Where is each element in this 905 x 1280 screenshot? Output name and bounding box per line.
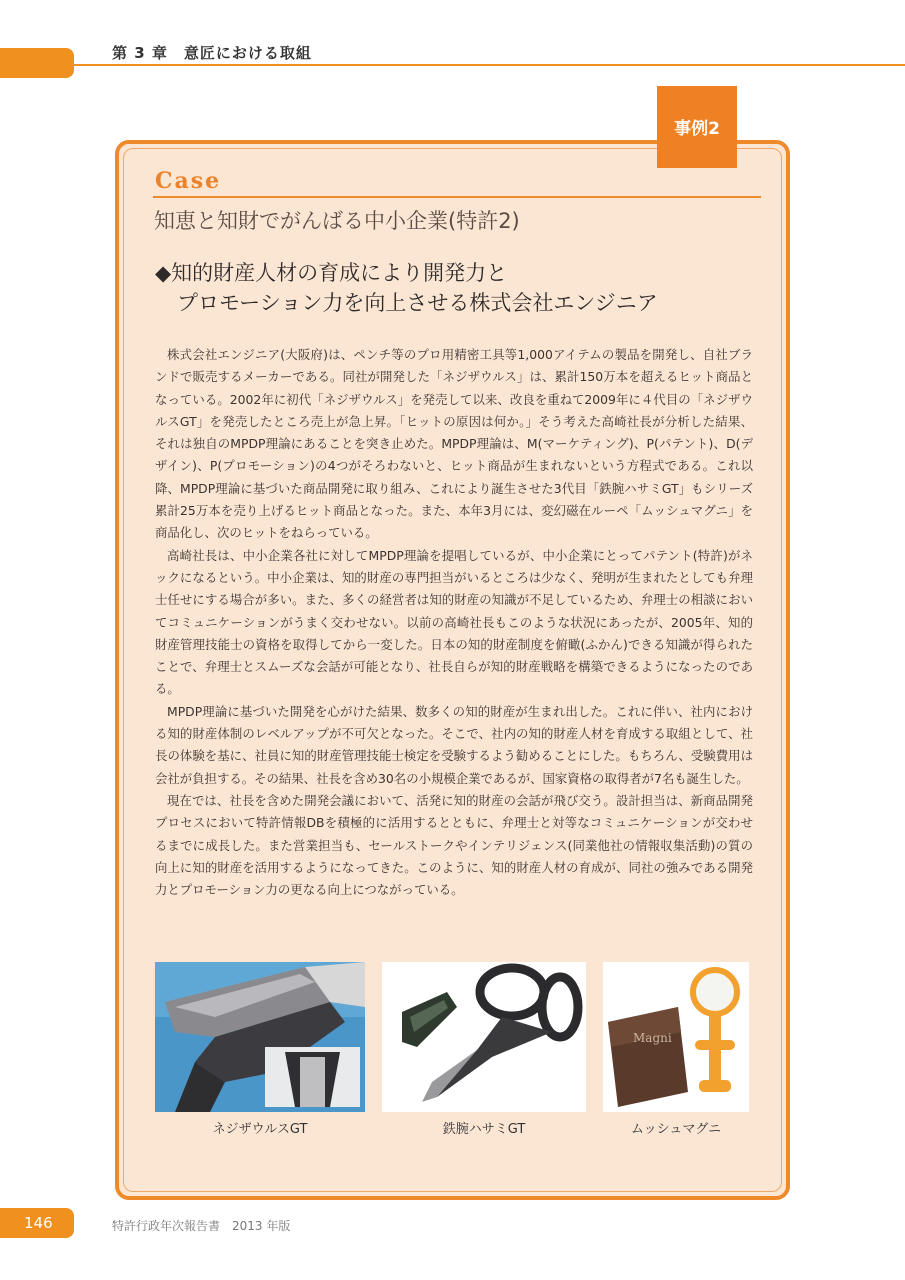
headline-line-1: ◆知的財産人材の育成により開発力と bbox=[155, 261, 508, 285]
case-subtitle: 知恵と知財でがんばる中小企業(特許2) bbox=[154, 209, 520, 233]
publication-title: 特許行政年次報告書 2013 年版 bbox=[112, 1219, 291, 1233]
pliers-photo bbox=[155, 962, 365, 1112]
photo-caption-magnifier: ムッシュマグニ bbox=[630, 1122, 722, 1137]
page-number: 146 bbox=[24, 1214, 53, 1232]
header-rule bbox=[74, 64, 905, 66]
body-paragraph-2: 高崎社長は、中小企業各社に対してMPDP理論を提唱しているが、中小企業にとってパテント(特許)がネックになるという。中小企業は、知的財産の専門担当がいるところは少なく、発明が生まれたとしても弁理士任せにする場合が多い。また、多くの経営者は知的財産の知識が不足しているため、弁理士の相談においてコミュニケーションがうまく交わせない。以前の高崎社長もこのような状況にあったが、2005年、知的財産管理技能士の資格を取得してから一変した。日本の知的財産制度を俯瞰(ふかん)できる知識が得られたことで、弁理士とスムーズな会話が可能となり、社長自らが知的財産戦略を構築できるようになったのである。 bbox=[155, 547, 753, 697]
example-tab: 事例2 bbox=[657, 86, 737, 168]
body-paragraph-1: 株式会社エンジニア(大阪府)は、ペンチ等のプロ用精密工具等1,000アイテムの製品を開発し、自社ブランドで販売するメーカーである。同社が開発した「ネジザウルス」は、累計150万本を超えるヒット商品となっている。2002年に初代「ネジザウルス」を発売して以来、改良を重ねて2009年に４代目の「ネジザウルスGT」を発売したところ売上が急上昇。「ヒットの原因は何か。」そう考えた高崎社長が分析した結果、それは独自のMPDP理論にあることを突き止めた。MPDP理論は、M(マーケティング)、P(パテント)、D(デザイン)、P(プロモーション)の4つがそろわないと、ヒット商品が生まれないという方程式である。これ以降、MPDP理論に基づいた商品開発に取り組み、これにより誕生させた3代目「鉄腕ハサミGT」もシリーズ累計25万本を売り上げるヒット商品となった。また、本年3月には、変幻磁在ルーペ「ムッシュマグニ」を商品化し、次のヒットをねらっている。 bbox=[155, 347, 753, 541]
case-headline bbox=[155, 258, 765, 318]
magnifier-photo bbox=[603, 962, 749, 1112]
header-tab bbox=[0, 48, 74, 78]
photo-caption-pliers: ネジザウルスGT bbox=[212, 1122, 308, 1137]
headline-line-2: プロモーション力を向上させる株式会社エンジニア bbox=[177, 291, 658, 315]
scissors-photo bbox=[382, 962, 586, 1112]
case-label: Case bbox=[155, 168, 222, 194]
svg-text:Magni: Magni bbox=[633, 1031, 672, 1045]
photo-caption-scissors: 鉄腕ハサミGT bbox=[442, 1122, 526, 1137]
case-body bbox=[155, 344, 753, 901]
chapter-title: 第 3 章 意匠における取組 bbox=[112, 44, 312, 62]
case-rule bbox=[153, 196, 761, 198]
body-paragraph-3: MPDP理論に基づいた開発を心がけた結果、数多くの知的財産が生まれ出した。これに伴い、社内における知的財産体制のレベルアップが不可欠となった。そこで、社内の知的財産人材を育成する取組として、社長の体験を基に、社員に知的財産管理技能士検定を受験するよう勧めることにした。もちろん、受験費用は会社が負担する。その結果、社長を含め30名の小規模企業であるが、国家資格の取得者が7名も誕生した。 bbox=[155, 703, 753, 786]
body-paragraph-4: 現在では、社長を含めた開発会議において、活発に知的財産の会話が飛び交う。設計担当は、新商品開発プロセスにおいて特許情報DBを積極的に活用するとともに、弁理士と対等なコミュニケーションが交わせるまでに成長した。また営業担当も、セールストークやインテリジェンス(同業他社の情報収集活動)の質の向上に知的財産を活用するようになってきた。このように、知的財産人材の育成が、同社の強みである開発力とプロモーション力の更なる向上につながっている。 bbox=[155, 792, 753, 898]
